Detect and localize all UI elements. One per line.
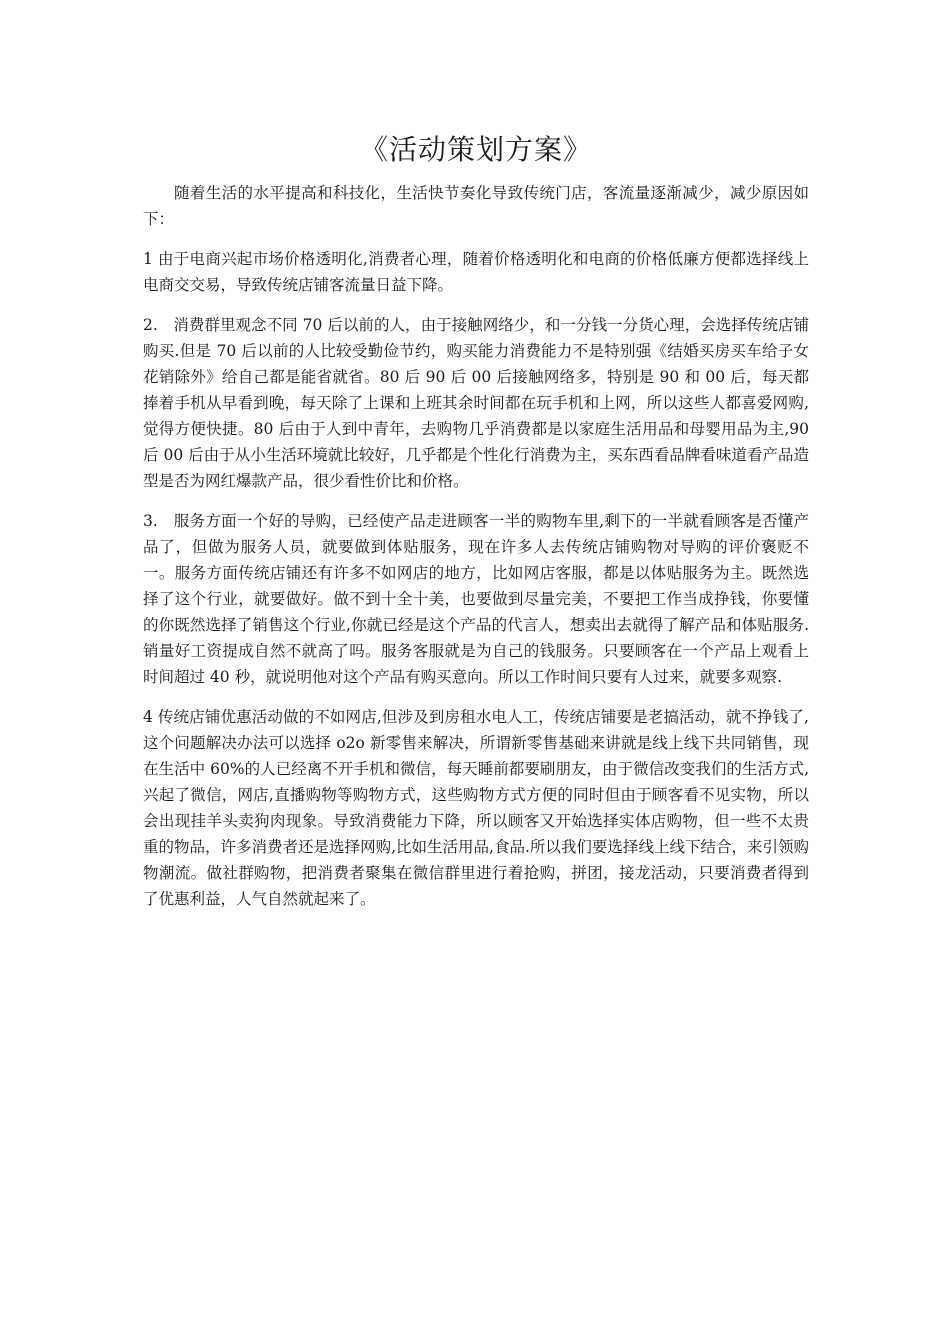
intro-paragraph: 随着生活的水平提高和科技化，生活快节奏化导致传统门店，客流量逐渐减少，减少原因如下： [143, 184, 809, 228]
document-body [143, 130, 809, 926]
reason-paragraph-4: 4 传统店铺优惠活动做的不如网店,但涉及到房租水电人工，传统店铺要是老搞活动，就不挣钱了,这个问题解决办法可以选择 o2o 新零售来解决，所谓新零售基础来讲就是线上线下共同销售，现在生活中 60%的人已经离不开手机和微信，每天睡前都要刷朋友，由于微信改变我们的生活方式,兴起了微信，网店,直播购物等购物方式，这些购物方式方便的同时但由于顾客看不见实物，所以会出现挂羊头卖狗肉现象。导致消费能力下降，所以顾客又开始选择实体店购物，但一些不太贵重的物品，许多消费者还是选择网购,比如生活用品,食品.所以我们要选择线上线下结合，来引领购物潮流。做社群购物，把消费者聚集在微信群里进行着抢购，拼团，接龙活动，只要消费者得到了优惠利益，人气自然就起来了。 [143, 708, 809, 908]
reason-paragraph-2: 2. 消费群里观念不同 70 后以前的人，由于接触网络少，和一分钱一分货心理，会选择传统店铺购买.但是 70 后以前的人比较受勤俭节约，购买能力消费能力不是特别强《结婚买房买车给子女花销除外》给自己都是能省就省。80 后 90 后 00 后接触网络多，特别是 90 和 00 后，每天都捧着手机从早看到晚，每天除了上课和上班其余时间都在玩手机和上网，所以这些人都喜爱网购,觉得方便快捷。80 后由于人到中青年，去购物几乎消费都是以家庭生活用品和母婴用品为主,90 后 00 后由于从小生活环境就比较好，几乎都是个性化行消费为主，买东西看品牌看味道看产品造型是否为网红爆款产品，很少看性价比和价格。 [143, 316, 809, 490]
document-title: 《活动策划方案》 [359, 133, 592, 166]
reason-paragraph-3: 3. 服务方面一个好的导购，已经使产品走进顾客一半的购物车里,剩下的一半就看顾客是否懂产品了，但做为服务人员，就要做到体贴服务，现在许多人去传统店铺购物对导购的评价褒贬不一。服务方面传统店铺还有许多不如网店的地方，比如网店客服，都是以体贴服务为主。既然选择了这个行业，就要做好。做不到十全十美，也要做到尽量完美，不要把工作当成挣钱，你要懂的你既然选择了销售这个行业,你就已经是这个产品的代言人，想卖出去就得了解产品和体贴服务.销量好工资提成自然不就高了吗。服务客服就是为自己的钱服务。只要顾客在一个产品上观看上时间超过 40 秒，就说明他对这个产品有购买意向。所以工作时间只要有人过来，就要多观察. [143, 512, 809, 686]
reason-paragraph-1: 1 由于电商兴起市场价格透明化,消费者心理，随着价格透明化和电商的价格低廉方便都选择线上电商交交易，导致传统店铺客流量日益下降。 [143, 250, 809, 294]
